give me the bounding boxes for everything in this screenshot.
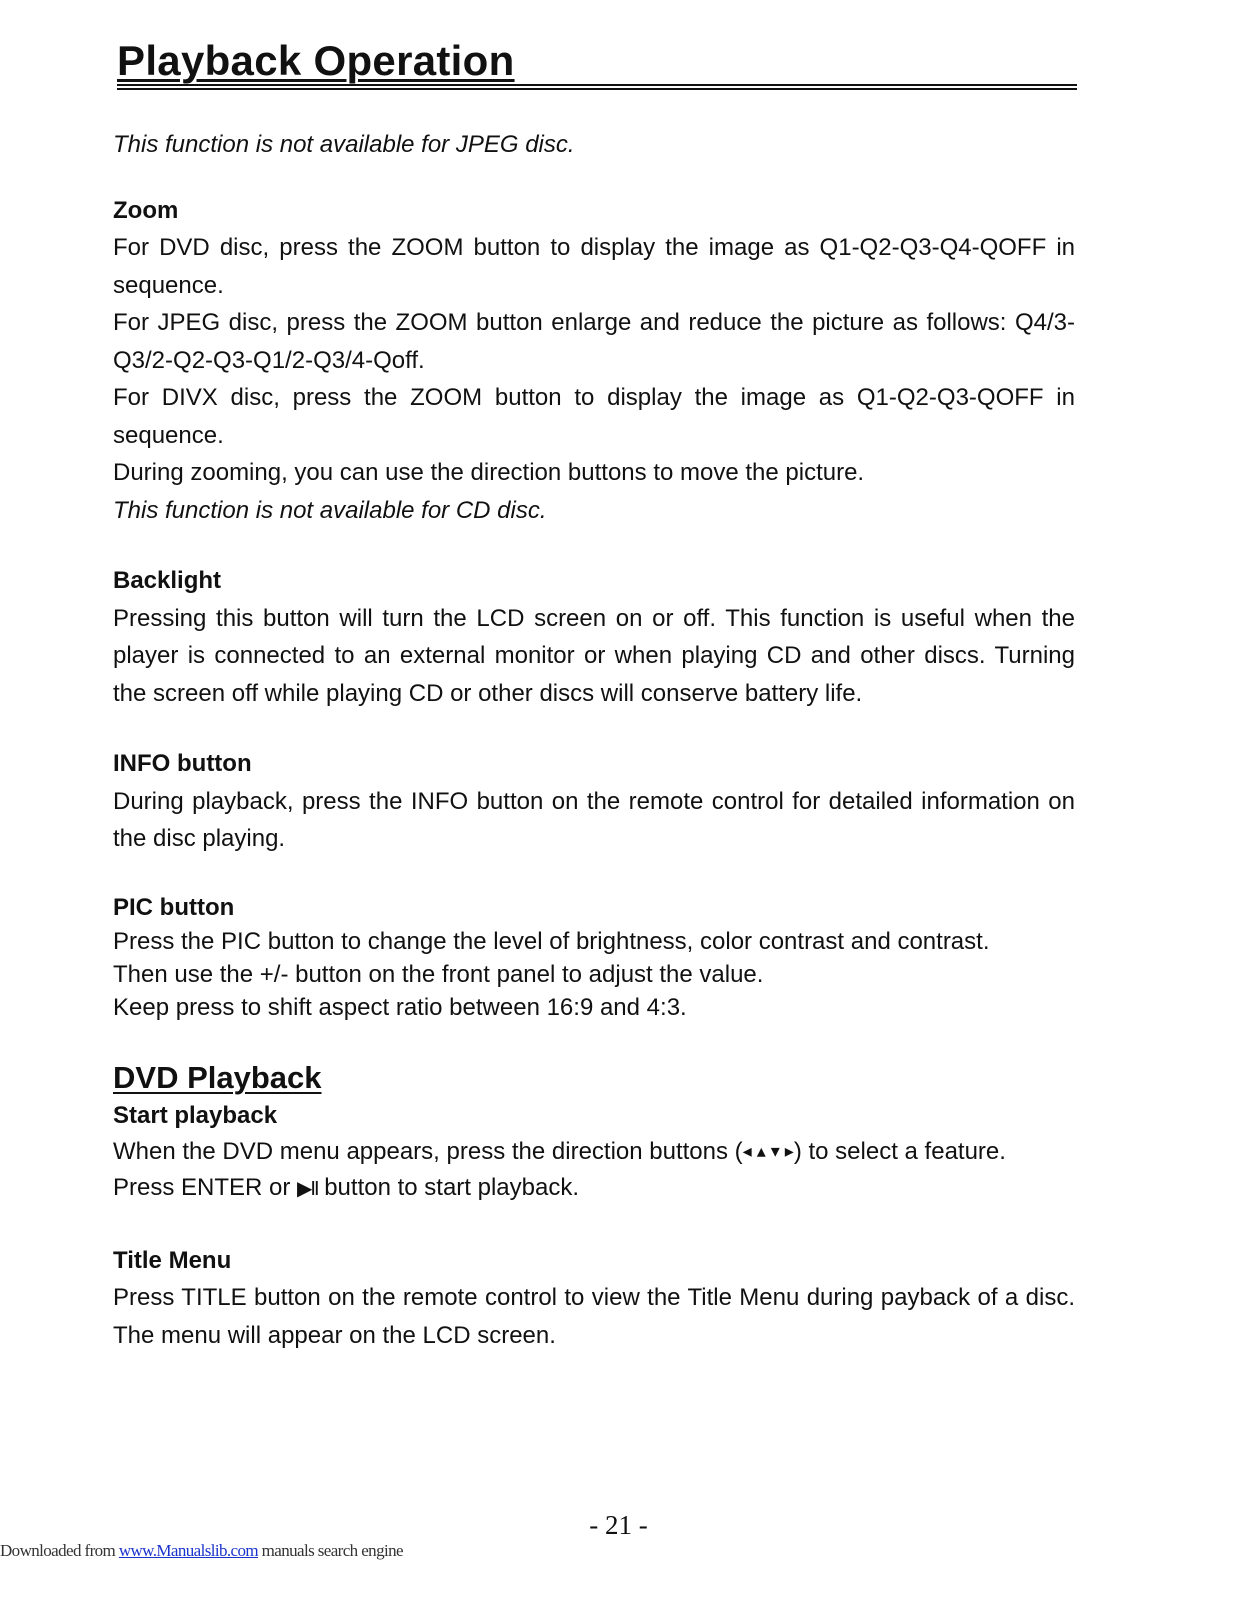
- manualslib-link[interactable]: www.Manualslib.com: [118, 1541, 259, 1560]
- intro-note: This function is not available for JPEG disc.: [113, 131, 575, 158]
- zoom-dvd-paragraph: For DVD disc, press the ZOOM button to display the image as Q1-Q2-Q3-Q4-QOFF in sequence.: [113, 234, 1075, 299]
- page-content: [113, 126, 1075, 1354]
- start-p2-before: Press ENTER or: [113, 1173, 298, 1201]
- backlight-heading: Backlight: [113, 567, 222, 594]
- zoom-cd-note: This function is not available for CD disc.: [113, 496, 547, 524]
- download-footer: [0, 1541, 403, 1561]
- start-p1-after: ) to select a feature.: [793, 1137, 1006, 1165]
- zoom-jpeg-paragraph: For JPEG disc, press the ZOOM button enlarge and reduce the picture as follows: Q4/3-Q3/2-Q2-Q3-Q1/2-Q3/4-Qoff.: [113, 309, 1075, 374]
- zoom-section: [113, 192, 1075, 530]
- pic-paragraph-2: Then use the +/- button on the front panel to adjust the value.: [113, 960, 764, 988]
- backlight-section: [113, 562, 1075, 712]
- info-paragraph: During playback, press the INFO button on the remote control for detailed information on the disc playing.: [113, 787, 1075, 852]
- zoom-heading: Zoom: [113, 196, 179, 224]
- zoom-divx-paragraph: For DIVX disc, press the ZOOM button to display the image as Q1-Q2-Q3-QOFF in sequence.: [113, 384, 1075, 449]
- title-menu-heading: Title Menu: [113, 1246, 232, 1274]
- page-title: Playback Operation: [117, 37, 515, 84]
- title-rule: [117, 84, 1077, 90]
- zoom-direction-paragraph: During zooming, you can use the direction buttons to move the picture.: [113, 459, 865, 486]
- footer-prefix: Downloaded from: [0, 1541, 119, 1560]
- info-section: [113, 745, 1075, 858]
- info-heading: INFO button: [113, 750, 252, 777]
- backlight-paragraph: Pressing this button will turn the LCD screen on or off. This function is useful when the player is connected to an external monitor or when playing CD and other discs. Turning the screen off while playing CD or other discs will conserve battery life.: [113, 604, 1075, 707]
- start-p2-after: button to start playback.: [317, 1173, 580, 1201]
- play-pause-icon: ▶II: [297, 1177, 318, 1200]
- direction-buttons-icon: ◂ ▴ ▾ ▸: [742, 1140, 794, 1161]
- start-p1-before: When the DVD menu appears, press the direction buttons (: [113, 1137, 743, 1165]
- page-number: - 21 -: [589, 1510, 648, 1540]
- pic-paragraph-3: Keep press to shift aspect ratio between 16:9 and 4:3.: [113, 993, 687, 1021]
- footer-suffix: manuals search engine: [258, 1541, 403, 1560]
- pic-heading: PIC button: [113, 893, 235, 921]
- start-playback-heading: Start playback: [113, 1101, 278, 1129]
- title-menu-paragraph: Press TITLE button on the remote control to view the Title Menu during payback of a disc. The menu will appear on the LCD screen.: [113, 1284, 1075, 1349]
- start-playback-paragraph-2: [113, 1169, 1075, 1208]
- pic-paragraph-1: Press the PIC button to change the level of brightness, color contrast and contrast.: [113, 927, 990, 955]
- pic-section: [113, 891, 1075, 1024]
- dvd-playback-heading: DVD Playback: [113, 1059, 322, 1095]
- start-playback-paragraph-1: [113, 1134, 1075, 1169]
- dvd-playback-section: [113, 1058, 1075, 1355]
